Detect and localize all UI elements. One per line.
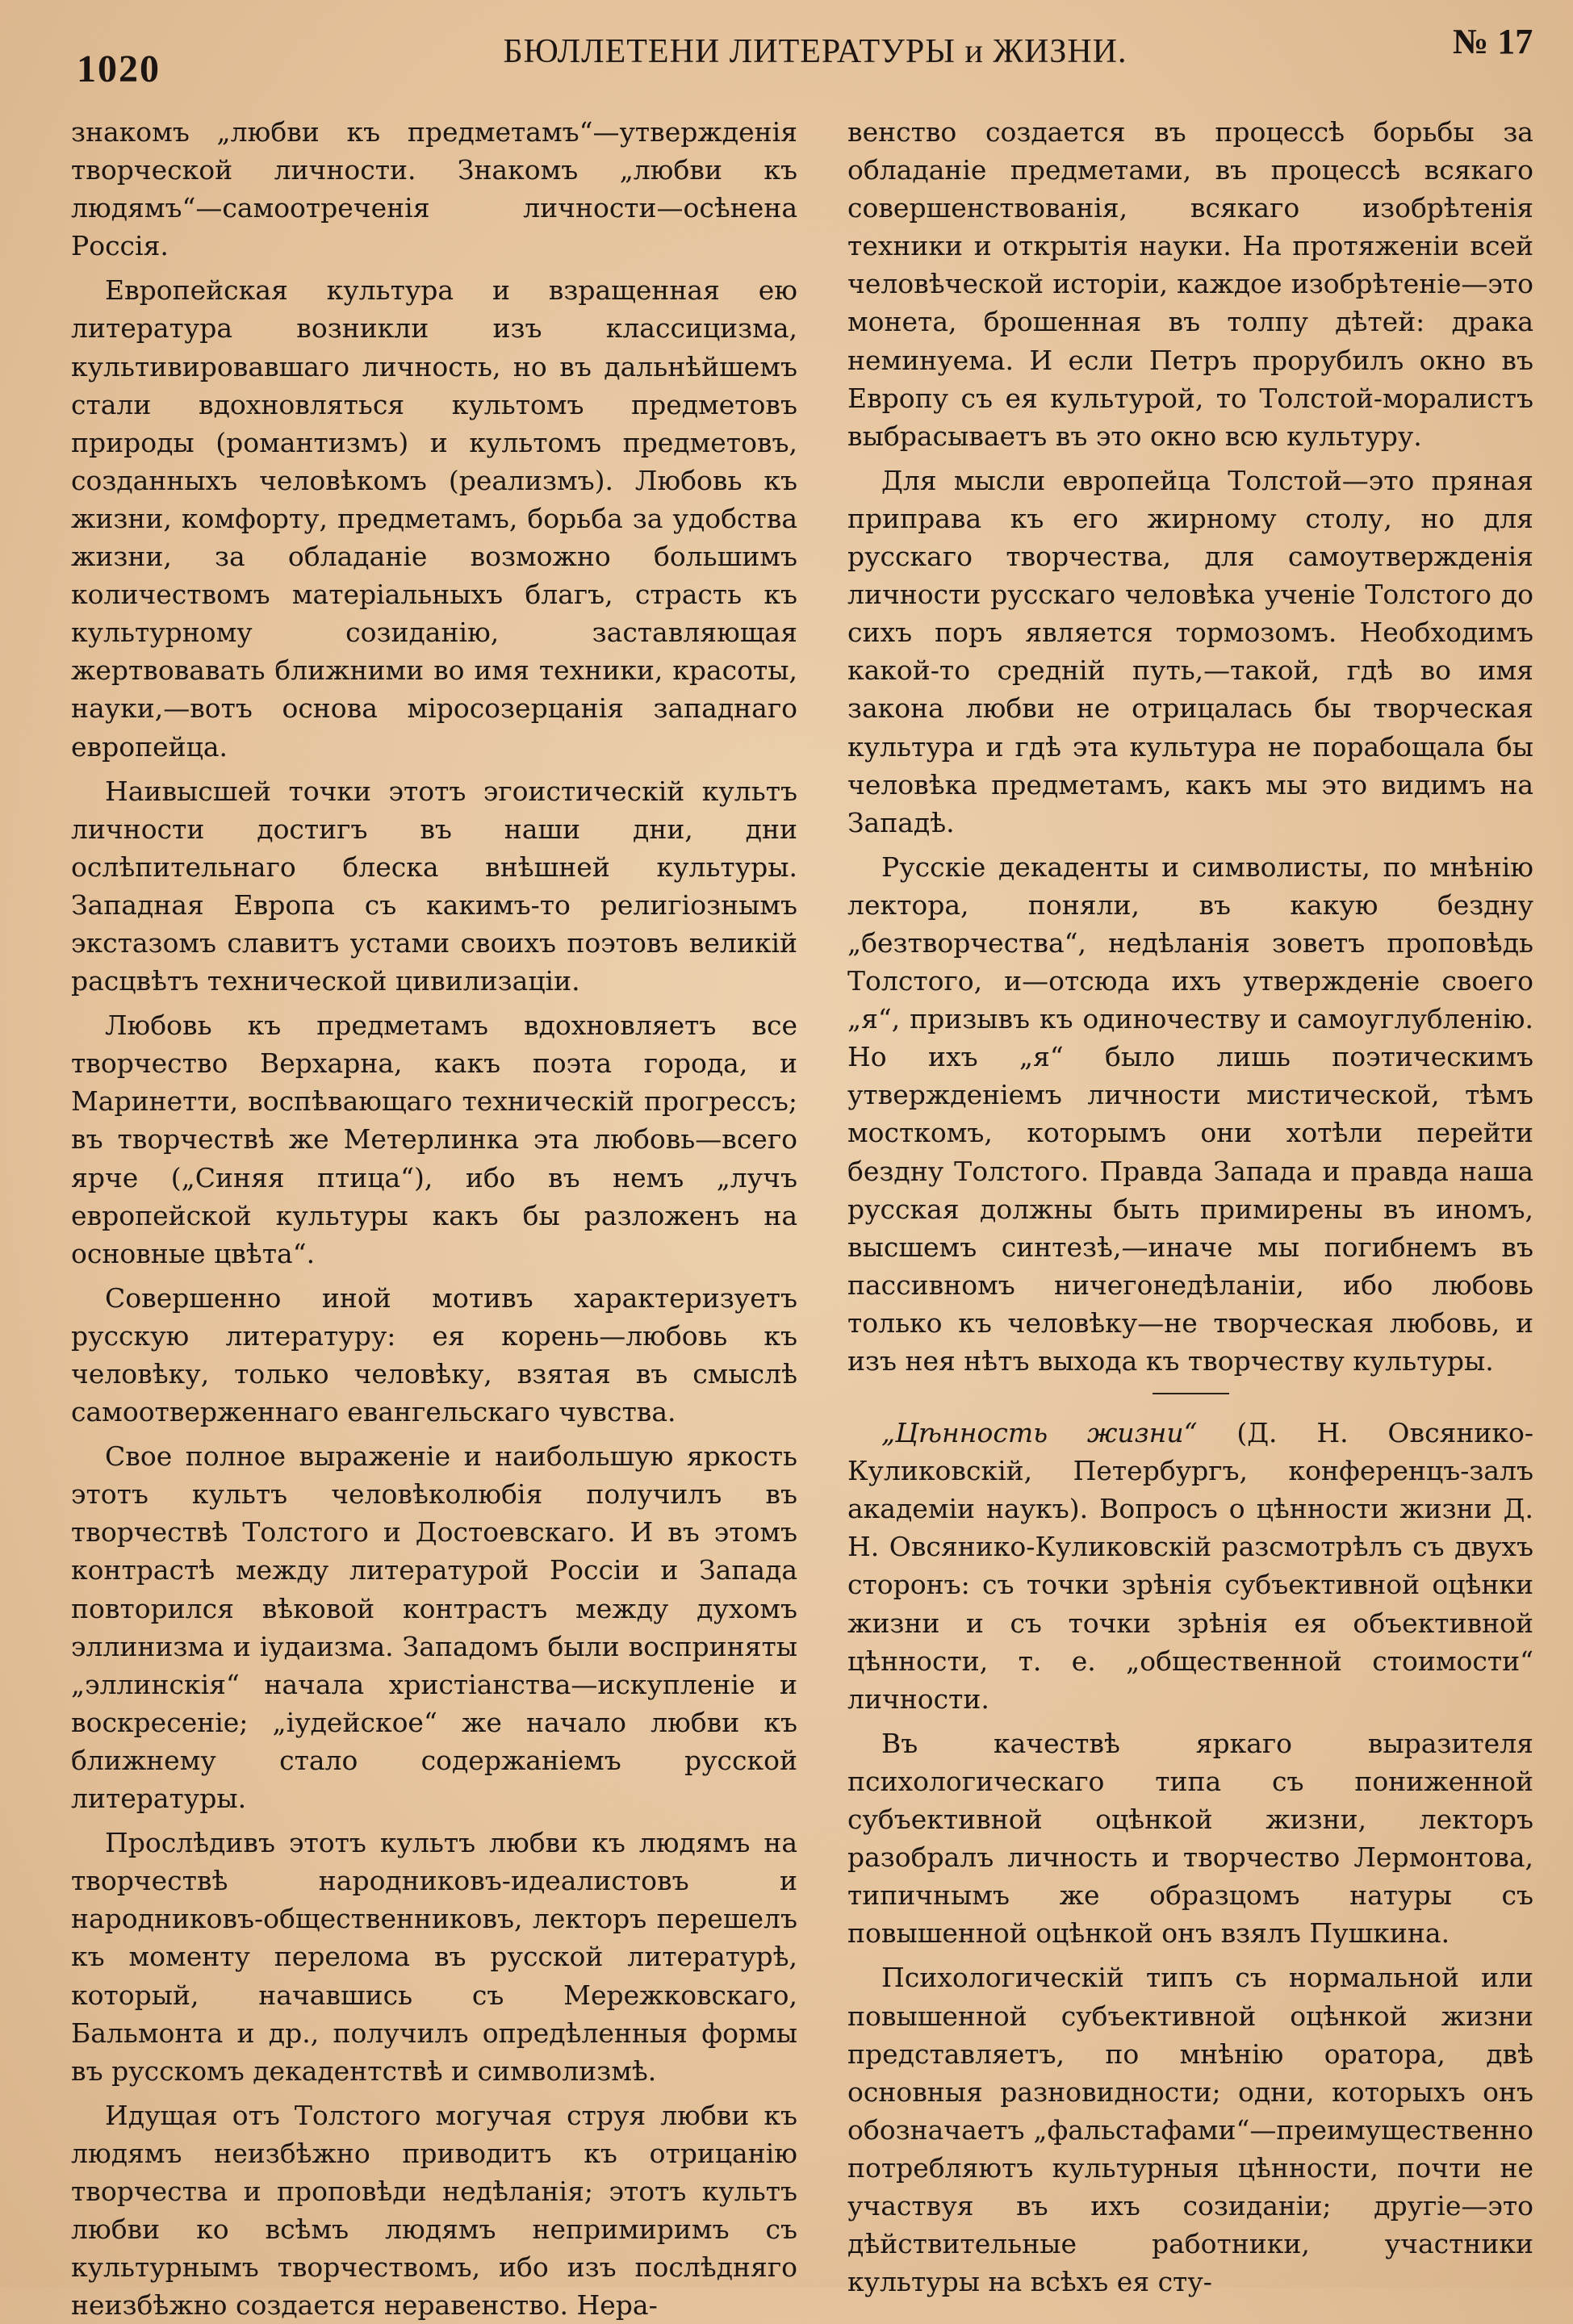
page-header — [0, 0, 1573, 97]
page-number: 1020 — [77, 48, 161, 90]
paragraph: Идущая отъ Толстого могучая струя любви къ людямъ неизбѣжно приводитъ къ отрицанію творчества и проповѣди недѣланія; этотъ культъ любви ко всѣмъ людямъ непримиримъ съ культурнымъ творчествомъ, ибо изъ послѣдняго неизбѣжно создается неравенство. Нера- — [71, 2099, 797, 2322]
paragraph: Русскіе декаденты и символисты, по мнѣнію лектора, поняли, въ какую бездну „безтворчества“, недѣланія зоветъ проповѣдь Толстого, и—отсюда ихъ утвержденіе своего „я“, призывъ къ одиночеству и самоуглубленію. Но ихъ „я“ было лишь поэтическимъ утвержденіемъ личности мистической, тѣмъ мосткомъ, которымъ они хотѣли перейти бездну Толстого. Правда Запада и правда наша русская должны быть примирены въ иномъ, высшемъ синтезѣ,—иначе мы погибнемъ въ пассивномъ ничегонедѣланіи, ибо любовь только къ человѣку—не творческая любовь, и изъ нея нѣтъ выхода къ творчеству культуры. — [847, 851, 1533, 1377]
left-column — [71, 113, 797, 2324]
issue-number: № 17 — [1453, 22, 1533, 61]
running-title: БЮЛЛЕТЕНИ ЛИТЕРАТУРЫ и ЖИЗНИ. — [503, 33, 1127, 70]
paragraph: Европейская культура и взращенная ею литература возникли изъ классицизма, культивировавшаго личность, но въ дальнѣйшемъ стали вдохновляться культомъ предметовъ природы (романтизмъ) и культомъ предметовъ, созданныхъ человѣкомъ (реализмъ). Любовь къ жизни, комфорту, предметамъ, борьба за удобства жизни, за обладаніе возможно большимъ количествомъ матеріальныхъ благъ, страсть къ культурному созиданію, заставляющая жертвовавать ближними во имя техники, красоты, науки,—вотъ основа міросозерцанія западнаго европейца. — [71, 274, 797, 763]
section-divider — [1153, 1393, 1229, 1394]
paragraph: Совершенно иной мотивъ характеризуетъ русскую литературу: ея корень—любовь къ человѣку, только человѣку, взятая въ смыслѣ самоотверженнаго евангельскаго чувства. — [71, 1281, 797, 1428]
paragraph: Прослѣдивъ этотъ культъ любви къ людямъ на творчествѣ народниковъ-идеалистовъ и народниковъ-общественниковъ, лекторъ перешелъ къ моменту перелома въ русской литературѣ, который, начавшись съ Мережковскаго, Бальмонта и др., получилъ опредѣленныя формы въ русскомъ декадентствѣ и символизмѣ. — [71, 1827, 797, 2087]
lecture-title: „Цѣнность жизни“ — [881, 1417, 1198, 1449]
lecture-paragraph — [847, 1414, 1533, 1718]
paragraph: венство создается въ процессѣ борьбы за обладаніе предметами, въ процессѣ всякаго совершенствованія, всякаго изобрѣтенія техники и открытія науки. На протяженіи всей человѣческой исторіи, каждое изобрѣтеніе—это монета, брошенная въ толпу дѣтей: драка неминуема. И если Петръ прорубилъ окно въ Европу съ ея культурой, то Толстой-моралистъ выбрасываетъ въ это окно всю культуру. — [847, 116, 1533, 452]
lecture-details: (Д. Н. Овсянико-Куликовскій, Петербургъ, конференцъ-залъ академіи наукъ). Вопросъ о цѣнности жизни Д. Н. Овсянико-Куликовскій разсмотрѣлъ съ двухъ сторонъ: съ точки зрѣнія субъективной оцѣнки жизни и съ точки зрѣнія ея объективной цѣнности, т. е. „общественной стоимости“ личности. — [847, 1417, 1533, 1715]
paragraph: Любовь къ предметамъ вдохновляетъ все творчество Верхарна, какъ поэта города, и Маринетти, воспѣвающаго техническій прогрессъ; въ творчествѣ же Метерлинка эта любовь—всего ярче („Синяя птица“), ибо въ немъ „лучъ европейской культуры какъ бы разложенъ на основные цвѣта“. — [71, 1009, 797, 1269]
right-column — [847, 113, 1533, 2301]
paragraph: Въ качествѣ яркаго выразителя психологическаго типа съ пониженной субъективной оцѣнкой жизни, лекторъ разобралъ личность и творчество Лермонтова, типичнымъ же образцомъ натуры съ повышенной оцѣнкой онъ взялъ Пушкина. — [847, 1727, 1533, 1950]
paragraph: знакомъ „любви къ предметамъ“—утвержденія творческой личности. Знакомъ „любви къ людямъ“—самоотреченія личности—осѣнена Россія. — [71, 116, 797, 262]
paragraph: Наивысшей точки этотъ эгоистическій культъ личности достигъ въ наши дни, дни ослѣпительнаго блеска внѣшней культуры. Западная Европа съ какимъ-то религіознымъ экстазомъ славитъ устами своихъ поэтовъ великій расцвѣтъ технической цивилизаціи. — [71, 775, 797, 997]
paragraph: Свое полное выраженіе и наибольшую яркость этотъ культъ человѣколюбія получилъ въ творчествѣ Толстого и Достоевскаго. И въ этомъ контрастѣ между литературой Россіи и Запада повторился вѣковой контрастъ между духомъ эллинизма и іудаизма. Западомъ были восприняты „эллинскія“ начала христіанства—искупленіе и воскресеніе; „іудейское“ же начало любви къ ближнему стало содержаніемъ русской литературы. — [71, 1440, 797, 1815]
paragraph: Психологическій типъ съ нормальной или повышенной субъективной оцѣнкой жизни представляетъ, по мнѣнію оратора, двѣ основныя разновидности; одни, которыхъ онъ обозначаетъ „фальстафами“—преимущественно потребляютъ культурныя цѣнности, почти не участвуя въ ихъ созиданіи; другіе—это дѣйствительные работники, участники культуры на всѣхъ ея сту- — [847, 1962, 1533, 2298]
paragraph: Для мысли европейца Толстой—это пряная приправа къ его жирному столу, но для русскаго творчества, для самоутвержденія личности русскаго человѣка ученіе Толстого до сихъ поръ является тормозомъ. Необходимъ какой-то средній путь,—такой, гдѣ во имя закона любви не отрицалась бы творческая культура и гдѣ эта культура не порабощала бы человѣка предметамъ, какъ мы это видимъ на Западѣ. — [847, 464, 1533, 838]
